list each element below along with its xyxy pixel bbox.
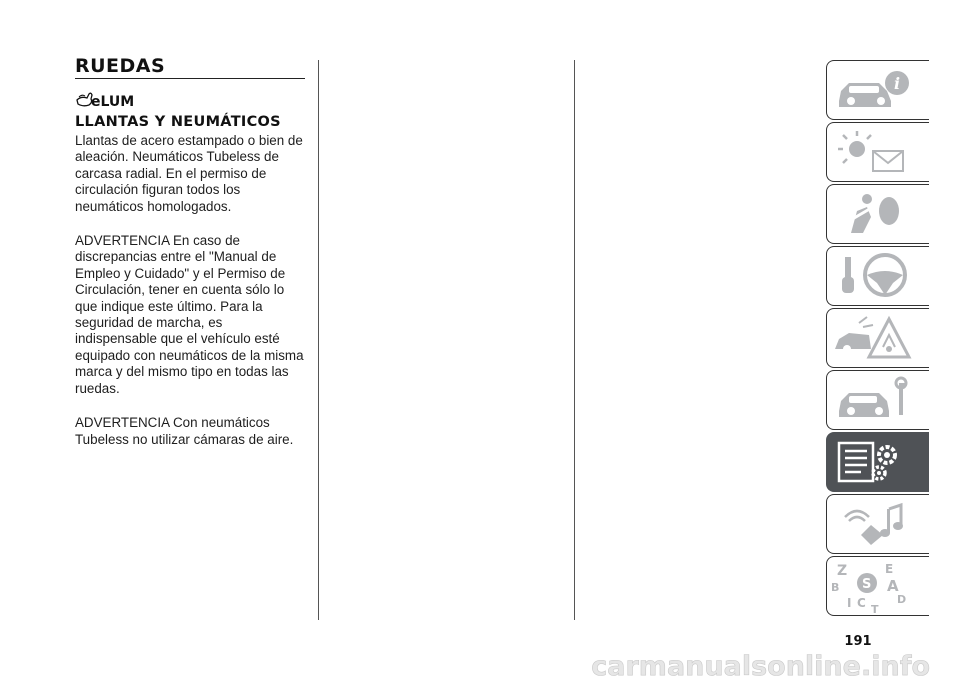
svg-text:A: A (887, 577, 899, 595)
svg-text:B: B (831, 581, 840, 594)
key-steering-icon (827, 247, 929, 305)
tab-technical-data[interactable] (826, 432, 929, 492)
title-divider (75, 78, 305, 79)
svg-text:I: I (847, 596, 852, 610)
column-divider-1 (318, 60, 319, 620)
tab-index[interactable] (826, 556, 929, 616)
tab-knowing-vehicle[interactable] (826, 60, 929, 120)
tab-emergency[interactable] (826, 308, 929, 368)
tab-starting-driving[interactable] (826, 246, 929, 306)
svg-text:i: i (894, 74, 901, 93)
tab-multimedia[interactable] (826, 494, 929, 554)
svg-text:D: D (897, 593, 907, 606)
tab-maintenance[interactable] (826, 370, 929, 430)
lights-message-icon (827, 123, 929, 181)
elum-logo-text: eLUM (91, 94, 135, 110)
seat-airbag-icon (827, 185, 929, 243)
svg-text:S: S (862, 577, 872, 592)
alphabetical-index-icon (827, 557, 929, 615)
paragraph-warning-1: ADVERTENCIA En caso de discrepancias entre el "Manual de Empleo y Cuidado" y el Permiso de Circulación, tener en cuenta sólo lo que indique este último. Para la seguridad de marcha, es indispensable que el vehículo esté equipado con neumáticos de la misma marca y del mismo tipo en todas las ruedas. (75, 233, 304, 396)
svg-text:C: C (857, 596, 866, 610)
paragraph-warning-2: ADVERTENCIA Con neumáticos Tubeless no utilizar cámaras de aire. (75, 415, 294, 447)
tab-safety[interactable] (826, 184, 929, 244)
page-number: 191 (844, 634, 872, 649)
content-column (75, 55, 307, 466)
elum-hand-icon (75, 86, 135, 112)
car-wrench-icon (827, 371, 929, 429)
subsection-title: LLANTAS Y NEUMÁTICOS (75, 114, 281, 130)
svg-text:E: E (885, 562, 894, 576)
watermark-text: carmanualsonline.info (591, 651, 930, 682)
section-title: RUEDAS (75, 55, 166, 77)
connectivity-music-icon (827, 495, 929, 553)
car-info-icon (827, 61, 929, 119)
crash-warning-icon (827, 309, 929, 367)
watermark (520, 648, 940, 683)
svg-text:T: T (871, 603, 879, 615)
specs-gears-icon (827, 433, 929, 491)
svg-text:Z: Z (837, 563, 848, 579)
column-divider-2 (574, 60, 575, 620)
tab-instrument-panel[interactable] (826, 122, 929, 182)
paragraph-intro: Llantas de acero estampado o bien de aleación. Neumáticos Tubeless de carcasa radial. En el permiso de circulación figuran todos los neumáticos homologados. (75, 133, 303, 214)
